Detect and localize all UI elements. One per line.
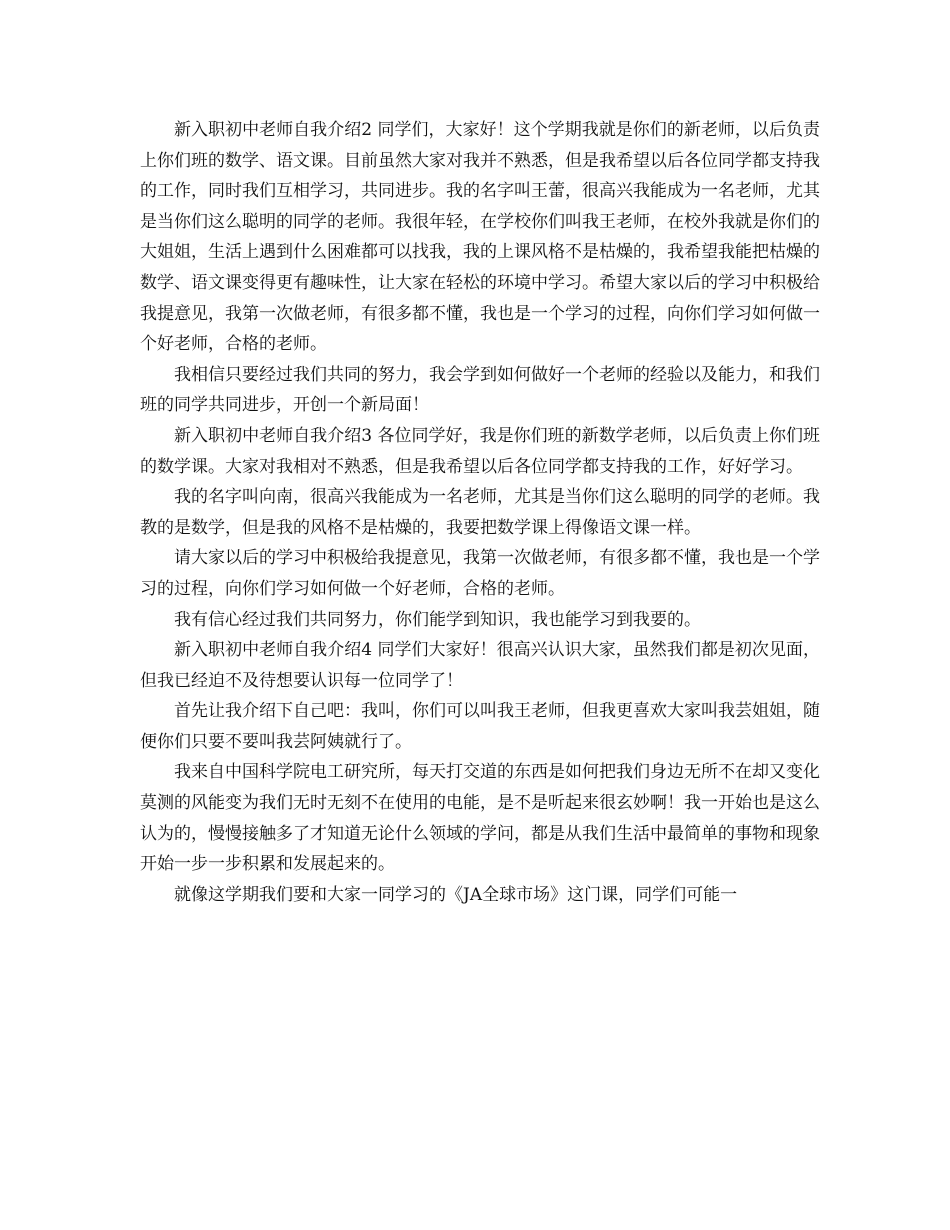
document-body bbox=[140, 115, 820, 910]
paragraph: 我来自中国科学院电工研究所，每天打交道的东西是如何把我们身边无所不在却又变化莫测的风能变为我们无时无刻不在使用的电能，是不是听起来很玄妙啊！我一开始也是这么认为的，慢慢接触多了才知道无论什么领域的学问，都是从我们生活中最简单的事物和现象开始一步一步积累和发展起来的。 bbox=[140, 762, 820, 875]
paragraph: 就像这学期我们要和大家一同学习的《JA全球市场》这门课，同学们可能一 bbox=[174, 884, 738, 905]
paragraph: 我有信心经过我们共同努力，你们能学到知识，我也能学习到我要的。 bbox=[174, 609, 701, 630]
paragraph: 新入职初中老师自我介绍4 同学们大家好！很高兴认识大家，虽然我们都是初次见面，但我已经迫不及待想要认识每一位同学了！ bbox=[140, 640, 820, 691]
paragraph: 新入职初中老师自我介绍2 同学们，大家好！这个学期我就是你们的新老师，以后负责上你们班的数学、语文课。目前虽然大家对我并不熟悉，但是我希望以后各位同学都支持我的工作，同时我们互相学习，共同进步。我的名字叫王蕾，很高兴我能成为一名老师，尤其是当你们这么聪明的同学的老师。我很年轻，在学校你们叫我王老师，在校外我就是你们的大姐姐，生活上遇到什么困难都可以找我，我的上课风格不是枯燥的，我希望我能把枯燥的数学、语文课变得更有趣味性，让大家在轻松的环境中学习。希望大家以后的学习中积极给我提意见，我第一次做老师，有很多都不懂，我也是一个学习的过程，向你们学习如何做一个好老师，合格的老师。 bbox=[140, 120, 820, 355]
paragraph: 新入职初中老师自我介绍3 各位同学好，我是你们班的新数学老师，以后负责上你们班的数学课。大家对我相对不熟悉，但是我希望以后各位同学都支持我的工作，好好学习。 bbox=[140, 425, 820, 477]
paragraph: 首先让我介绍下自己吧：我叫，你们可以叫我王老师，但我更喜欢大家叫我芸姐姐，随便你们只要不要叫我芸阿姨就行了。 bbox=[140, 701, 820, 752]
paragraph: 请大家以后的学习中积极给我提意见，我第一次做老师，有很多都不懂，我也是一个学习的过程，向你们学习如何做一个好老师，合格的老师。 bbox=[140, 548, 820, 599]
paragraph: 我的名字叫向南，很高兴我能成为一名老师，尤其是当你们这么聪明的同学的老师。我教的是数学，但是我的风格不是枯燥的，我要把数学课上得像语文课一样。 bbox=[140, 487, 820, 538]
paragraph: 我相信只要经过我们共同的努力，我会学到如何做好一个老师的经验以及能力，和我们班的同学共同进步，开创一个新局面！ bbox=[140, 364, 820, 416]
